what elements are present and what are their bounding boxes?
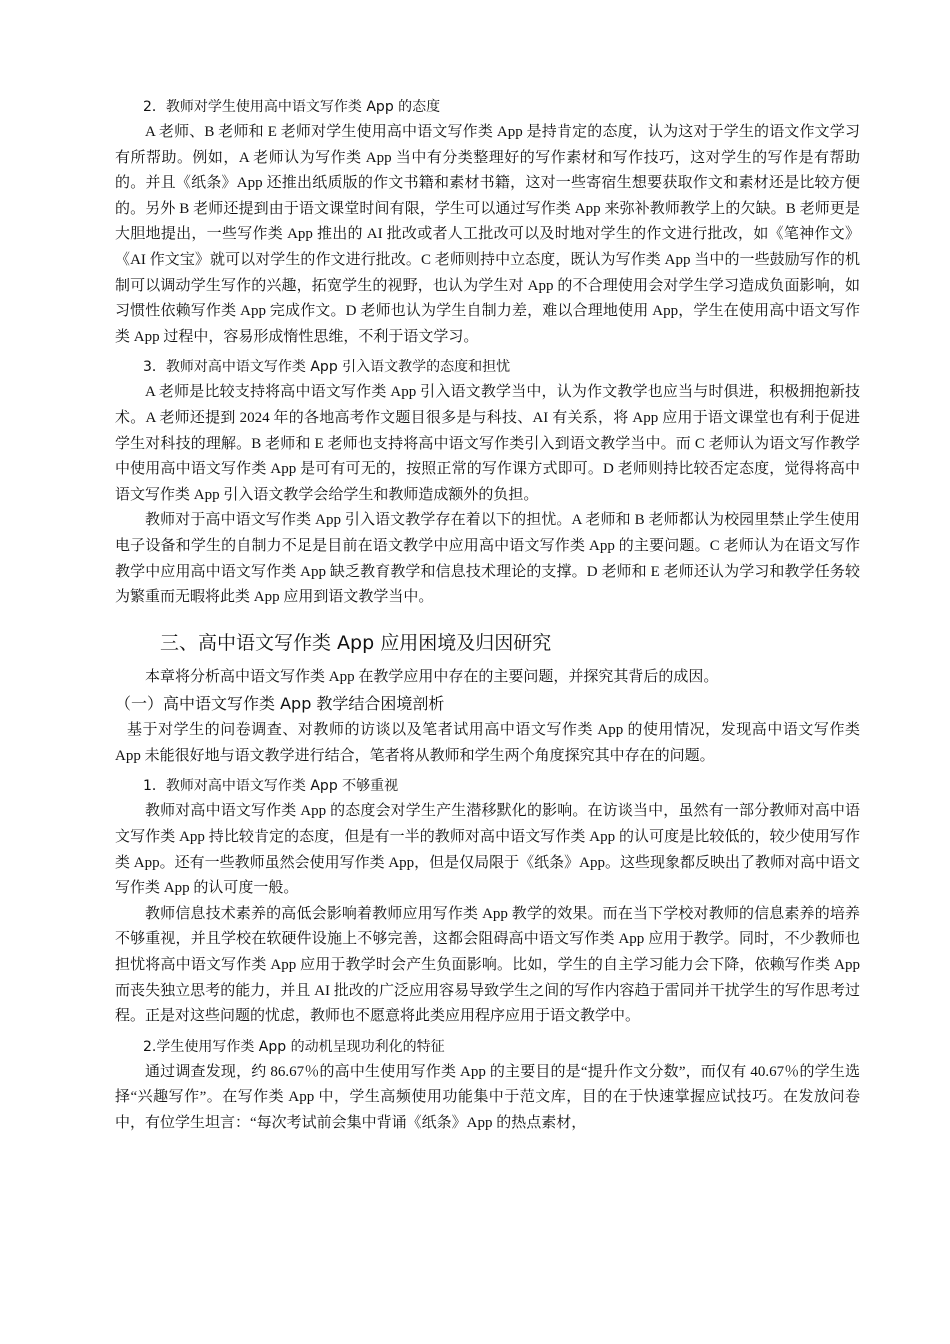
paragraph: 本章将分析高中语文写作类 App 在教学应用中存在的主要问题，并探究其背后的成因。 <box>145 668 719 685</box>
paragraph: 教师对于高中语文写作类 App 引入语文教学存在着以下的担忧。A 老师和 B 老师都认为校园里禁止学生使用电子设备和学生的自制力不足是目前在语文教学中应用高中语文写作类 App 的主要问题。C 老师认为在语文写作教学中应用高中语文写作类 App 缺乏教育教学和信息技术理论的支撑。D 老师和 E 老师还认为学习和教学任务较为繁重而无暇将此类 App 应用到语文教学当中。 <box>115 512 860 606</box>
subsection-title: （一）高中语文写作类 App 教学结合困境剖析 <box>115 694 445 714</box>
section-heading-utilitarian-motivation: 2.学生使用写作类 App 的动机呈现功利化的特征 <box>143 1038 445 1055</box>
document-body <box>115 90 860 1137</box>
paragraph: 教师对高中语文写作类 App 的态度会对学生产生潜移默化的影响。在访谈当中，虽然有一部分教师对高中语文写作类 App 持比较肯定的态度，但是有一半的教师对高中语文写作类 App 的认可度是比较低的，较少使用写作类 App。还有一些教师虽然会使用写作类 App，但是仅局限于《纸条》App。这些现象都反映出了教师对高中语文写作类 App 的认可度一般。 <box>115 803 861 897</box>
paragraph: 基于对学生的问卷调查、对教师的访谈以及笔者试用高中语文写作类 App 的使用情况，发现高中语文写作类 App 未能很好地与语文教学进行结合，笔者将从教师和学生两个角度探究其中存在的问题。 <box>115 722 860 764</box>
section-heading-teacher-attitude: 2．教师对学生使用高中语文写作类 App 的态度 <box>143 99 441 115</box>
chapter-title: 三、高中语文写作类 App 应用困境及归因研究 <box>160 631 552 654</box>
section-heading-teacher-concerns: 3．教师对高中语文写作类 App 引入语文教学的态度和担忧 <box>143 359 511 376</box>
paragraph: A 老师是比较支持将高中语文写作类 App 引入语文教学当中，认为作文教学也应当与时俱进，积极拥抱新技术。A 老师还提到 2024 年的各地高考作文题目很多是与科技、AI 有关系，将 App 应用于语文课堂也有利于促进学生对科技的理解。B 老师和 E 老师也支持将高中语文写作类引入到语文教学当中。而 C 老师认为语文写作教学中使用高中语文写作类 App 是可有可无的，按照正常的写作课方式即可。D 老师则持比较否定态度，觉得将高中语文写作类 App 引入语文教学会给学生和教师造成额外的负担。 <box>115 384 860 503</box>
section-heading-insufficient-attention: 1．教师对高中语文写作类 App 不够重视 <box>143 778 399 795</box>
paragraph: 教师信息技术素养的高低会影响着教师应用写作类 App 教学的效果。而在当下学校对教师的信息素养的培养不够重视，并且学校在软硬件设施上不够完善，这都会阻碍高中语文写作类 App 应用于教学。同时，不少教师也担忧将高中语文写作类 App 应用于教学时会产生负面影响。比如，学生的自主学习能力会下降，依赖写作类 App 而丧失独立思考的能力，并且 AI 批改的广泛应用容易导致学生之间的写作内容趋于雷同并干扰学生的写作思考过程。正是对这些问题的忧虑，教师也不愿意将此类应用程序应用于语文教学中。 <box>115 905 860 1025</box>
paragraph: 通过调查发现，约 86.67％的高中生使用写作类 App 的主要目的是“提升作文分数”，而仅有 40.67％的学生选择“兴趣写作”。在写作类 App 中，学生高频使用功能集中于范文库，目的在于快速掌握应试技巧。在发放问卷中，有位学生坦言：“每次考试前会集中背诵《纸条》App 的热点素材， <box>115 1063 860 1131</box>
paragraph: A 老师、B 老师和 E 老师对学生使用高中语文写作类 App 是持肯定的态度，认为这对于学生的语文作文学习有所帮助。例如，A 老师认为写作类 App 当中有分类整理好的写作素材和写作技巧，这对学生的写作是有帮助的。并且《纸条》App 还推出纸质版的作文书籍和素材书籍，这对一些寄宿生想要获取作文和素材还是比较方便的。另外 B 老师还提到由于语文课堂时间有限，学生可以通过写作类 App 来弥补教师教学上的欠缺。B 老师更是大胆地提出，一些写作类 App 推出的 AI 批改或者人工批改可以及时地对学生的作文进行批改，如《笔神作文》《AI 作文宝》就可以对学生的作文进行批改。C 老师则持中立态度，既认为写作类 App 当中的一些鼓励写作的机制可以调动学生写作的兴趣，拓宽学生的视野，也认为学生对 App 的不合理使用会对学生学习造成负面影响，如习惯性依赖写作类 App 完成作文。D 老师也认为学生自制力差，难以合理地使用 App，学生在使用高中语文写作类 App 过程中，容易形成惰性思维，不利于语文学习。 <box>115 124 860 345</box>
